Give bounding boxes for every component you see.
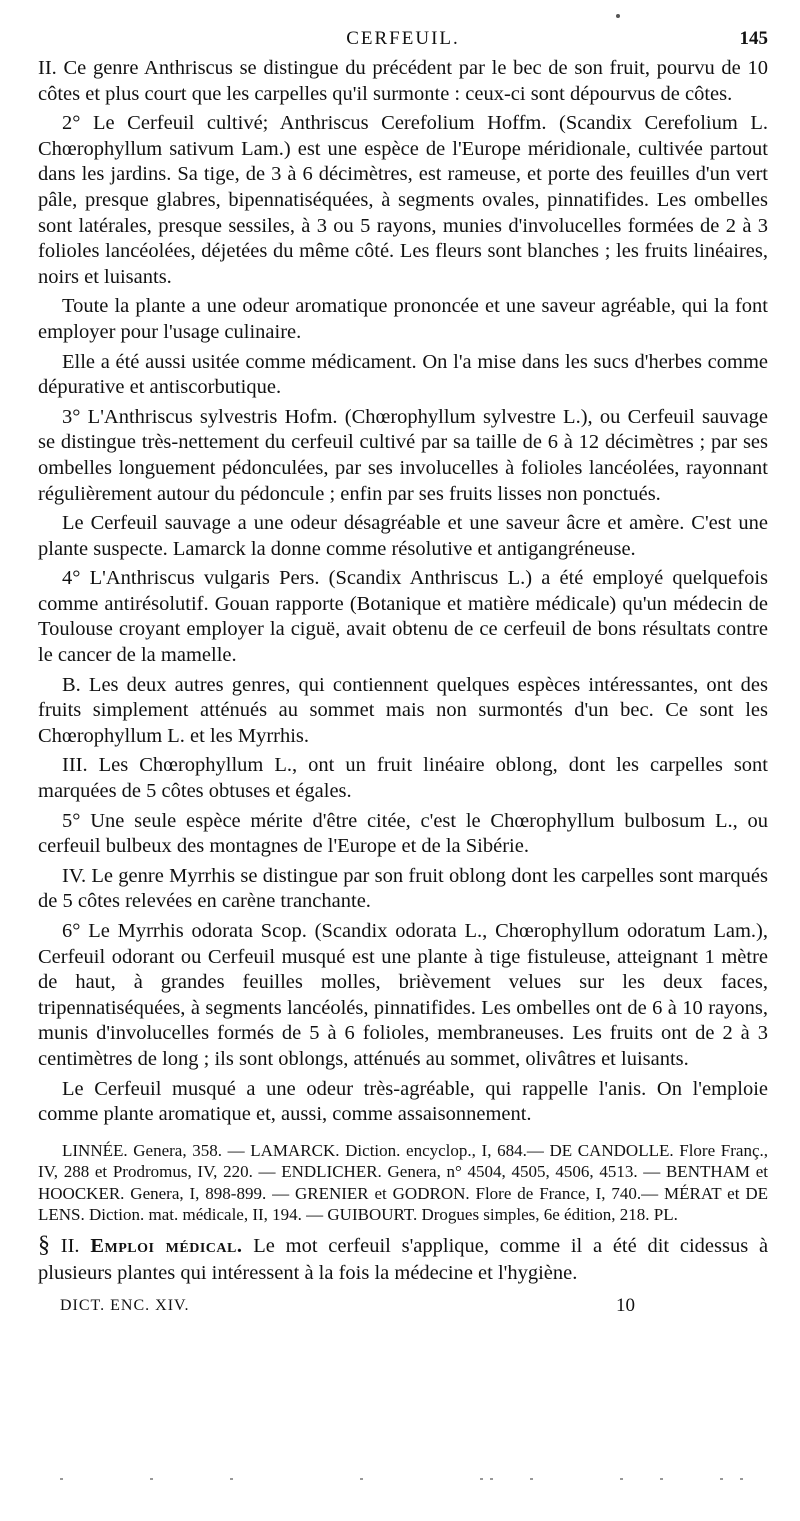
section-sign: § (38, 1231, 50, 1258)
footer-signature: DICT. ENC. XIV. (60, 1296, 190, 1314)
paragraph: III. Les Chœrophyllum L., ont un fruit linéaire oblong, dont les carpelles sont marquées de 5 côtes obtuses et égales. (38, 754, 768, 803)
paragraph: 4° L'Anthriscus vulgaris Pers. (Scandix Anthriscus L.) a été employé quelquefois comme antirésolutif. Gouan rapporte (Botanique et matière médicale) qu'un médecin de Toulouse croyant employer la ciguë, avait obtenu de ce cerfeuil de bons résultats contre le cancer de la mamelle. (38, 567, 768, 667)
paragraph: Elle a été aussi usitée comme médicament. On l'a mise dans les sucs d'herbes comme dépurative et antiscorbutique. (38, 350, 768, 399)
page-footer (38, 1293, 768, 1319)
page (38, 28, 768, 1319)
bibliography: LINNÉE. Genera, 358. — LAMARCK. Diction. encyclop., I, 684.— DE CANDOLLE. Flore Franç., IV, 288 et Prodromus, IV, 220. — ENDLICHER. Genera, n° 4504, 4505, 4506, 4513. — BENTHAM et HOOCKER. Genera, I, 898-899. — GRENIER et GODRON. Flore de France, I, 740.— MÉRAT et DE LENS. Diction. mat. médicale, II, 194. — GUIBOURT. Drogues simples, 6e édition, 218. PL. (38, 1140, 768, 1225)
footer-sheet-number: 10 (616, 1294, 635, 1316)
section-text: Le mot cerfeuil s'applique, comme il a été dit cidessus à plusieurs plantes qui intéressent à la fois la médecine et l'hygiène. (38, 1234, 769, 1284)
running-header (38, 28, 768, 56)
paragraph: 5° Une seule espèce mérite d'être citée, c'est le Chœrophyllum bulbosum L., ou cerfeuil bulbeux des montagnes de l'Europe et de la Sibérie. (38, 809, 768, 858)
scan-specks (60, 1478, 760, 1488)
paragraph: Le Cerfeuil musqué a une odeur très-agréable, qui rappelle l'anis. On l'emploie comme plante aromatique et, aussi, comme assaisonnement. (38, 1077, 768, 1126)
paragraph: Le Cerfeuil sauvage a une odeur désagréable et une saveur âcre et amère. C'est une plante suspecte. Lamarck la donne comme résolutive et antigangréneuse. (38, 512, 768, 560)
section-number: II. (60, 1234, 80, 1257)
page-number: 145 (739, 28, 768, 49)
section-heading: Emploi médical. (90, 1234, 243, 1257)
paragraph: B. Les deux autres genres, qui contiennent quelques espèces intéressantes, ont des fruits simplement atténués au sommet mais non surmontés d'un bec. Ce sont les Chœrophyllum L. et les Myrrhis. (38, 673, 768, 747)
article-body (38, 56, 768, 1128)
paragraph: 2° Le Cerfeuil cultivé; Anthriscus Cerefolium Hoffm. (Scandix Cerefolium L. Chœrophyllum sativum Lam.) est une espèce de l'Europe méridionale, cultivée partout dans les jardins. Sa tige, de 3 à 6 décimètres, est rameuse, et porte des feuilles d'un vert pâle, presque glabres, bipennatiséquées, à segments ovales, pinnatifides. Les ombelles sont latérales, presque sessiles, à 3 ou 5 rayons, munies d'involucelles formées de 2 à 3 folioles lancéolées, déjetées du même côté. Les fleurs sont blanches ; les fruits linéaires, noirs et luisants. (38, 112, 768, 288)
paragraph: Toute la plante a une odeur aromatique prononcée et une saveur agréable, qui la font employer pour l'usage culinaire. (38, 295, 768, 343)
paragraph: IV. Le genre Myrrhis se distingue par son fruit oblong dont les carpelles sont marqués de 5 côtes relevées en carène tranchante. (38, 864, 768, 913)
paragraph: II. Ce genre Anthriscus se distingue du précédent par le bec de son fruit, pourvu de 10 côtes et plus court que les carpelles qu'il surmonte : ceux-ci sont dépourvus de côtes. (38, 57, 768, 105)
paragraph: 3° L'Anthriscus sylvestris Hofm. (Chœrophyllum sylvestre L.), ou Cerfeuil sauvage se distingue très-nettement du cerfeuil cultivé par sa taille de 6 à 12 décimètres ; par ses ombelles longuement pédonculées, par ses involucelles à folioles lancéolées, rayonnant régulièrement autour du pédoncule ; enfin par ses fruits lisses non ponctués. (38, 405, 768, 505)
running-title: CERFEUIL. (346, 28, 460, 49)
scan-mark (616, 14, 620, 18)
section-emploi-medical (38, 1232, 768, 1287)
paragraph: 6° Le Myrrhis odorata Scop. (Scandix odorata L., Chœrophyllum odoratum Lam.), Cerfeuil odorant ou Cerfeuil musqué est une plante à tige fistuleuse, atteignant 1 mètre de haut, à grandes feuilles molles, brièvement velues sur les deux faces, tripennatiséquées, à segments lancéolés, pinnatifides. Les ombelles ont de 6 à 10 rayons, munis d'involucelles formés de 5 à 6 folioles, membraneuses. Les fruits ont de 2 à 3 centimètres de long ; ils sont oblongs, atténués au sommet, olivâtres et luisants. (38, 920, 768, 1070)
